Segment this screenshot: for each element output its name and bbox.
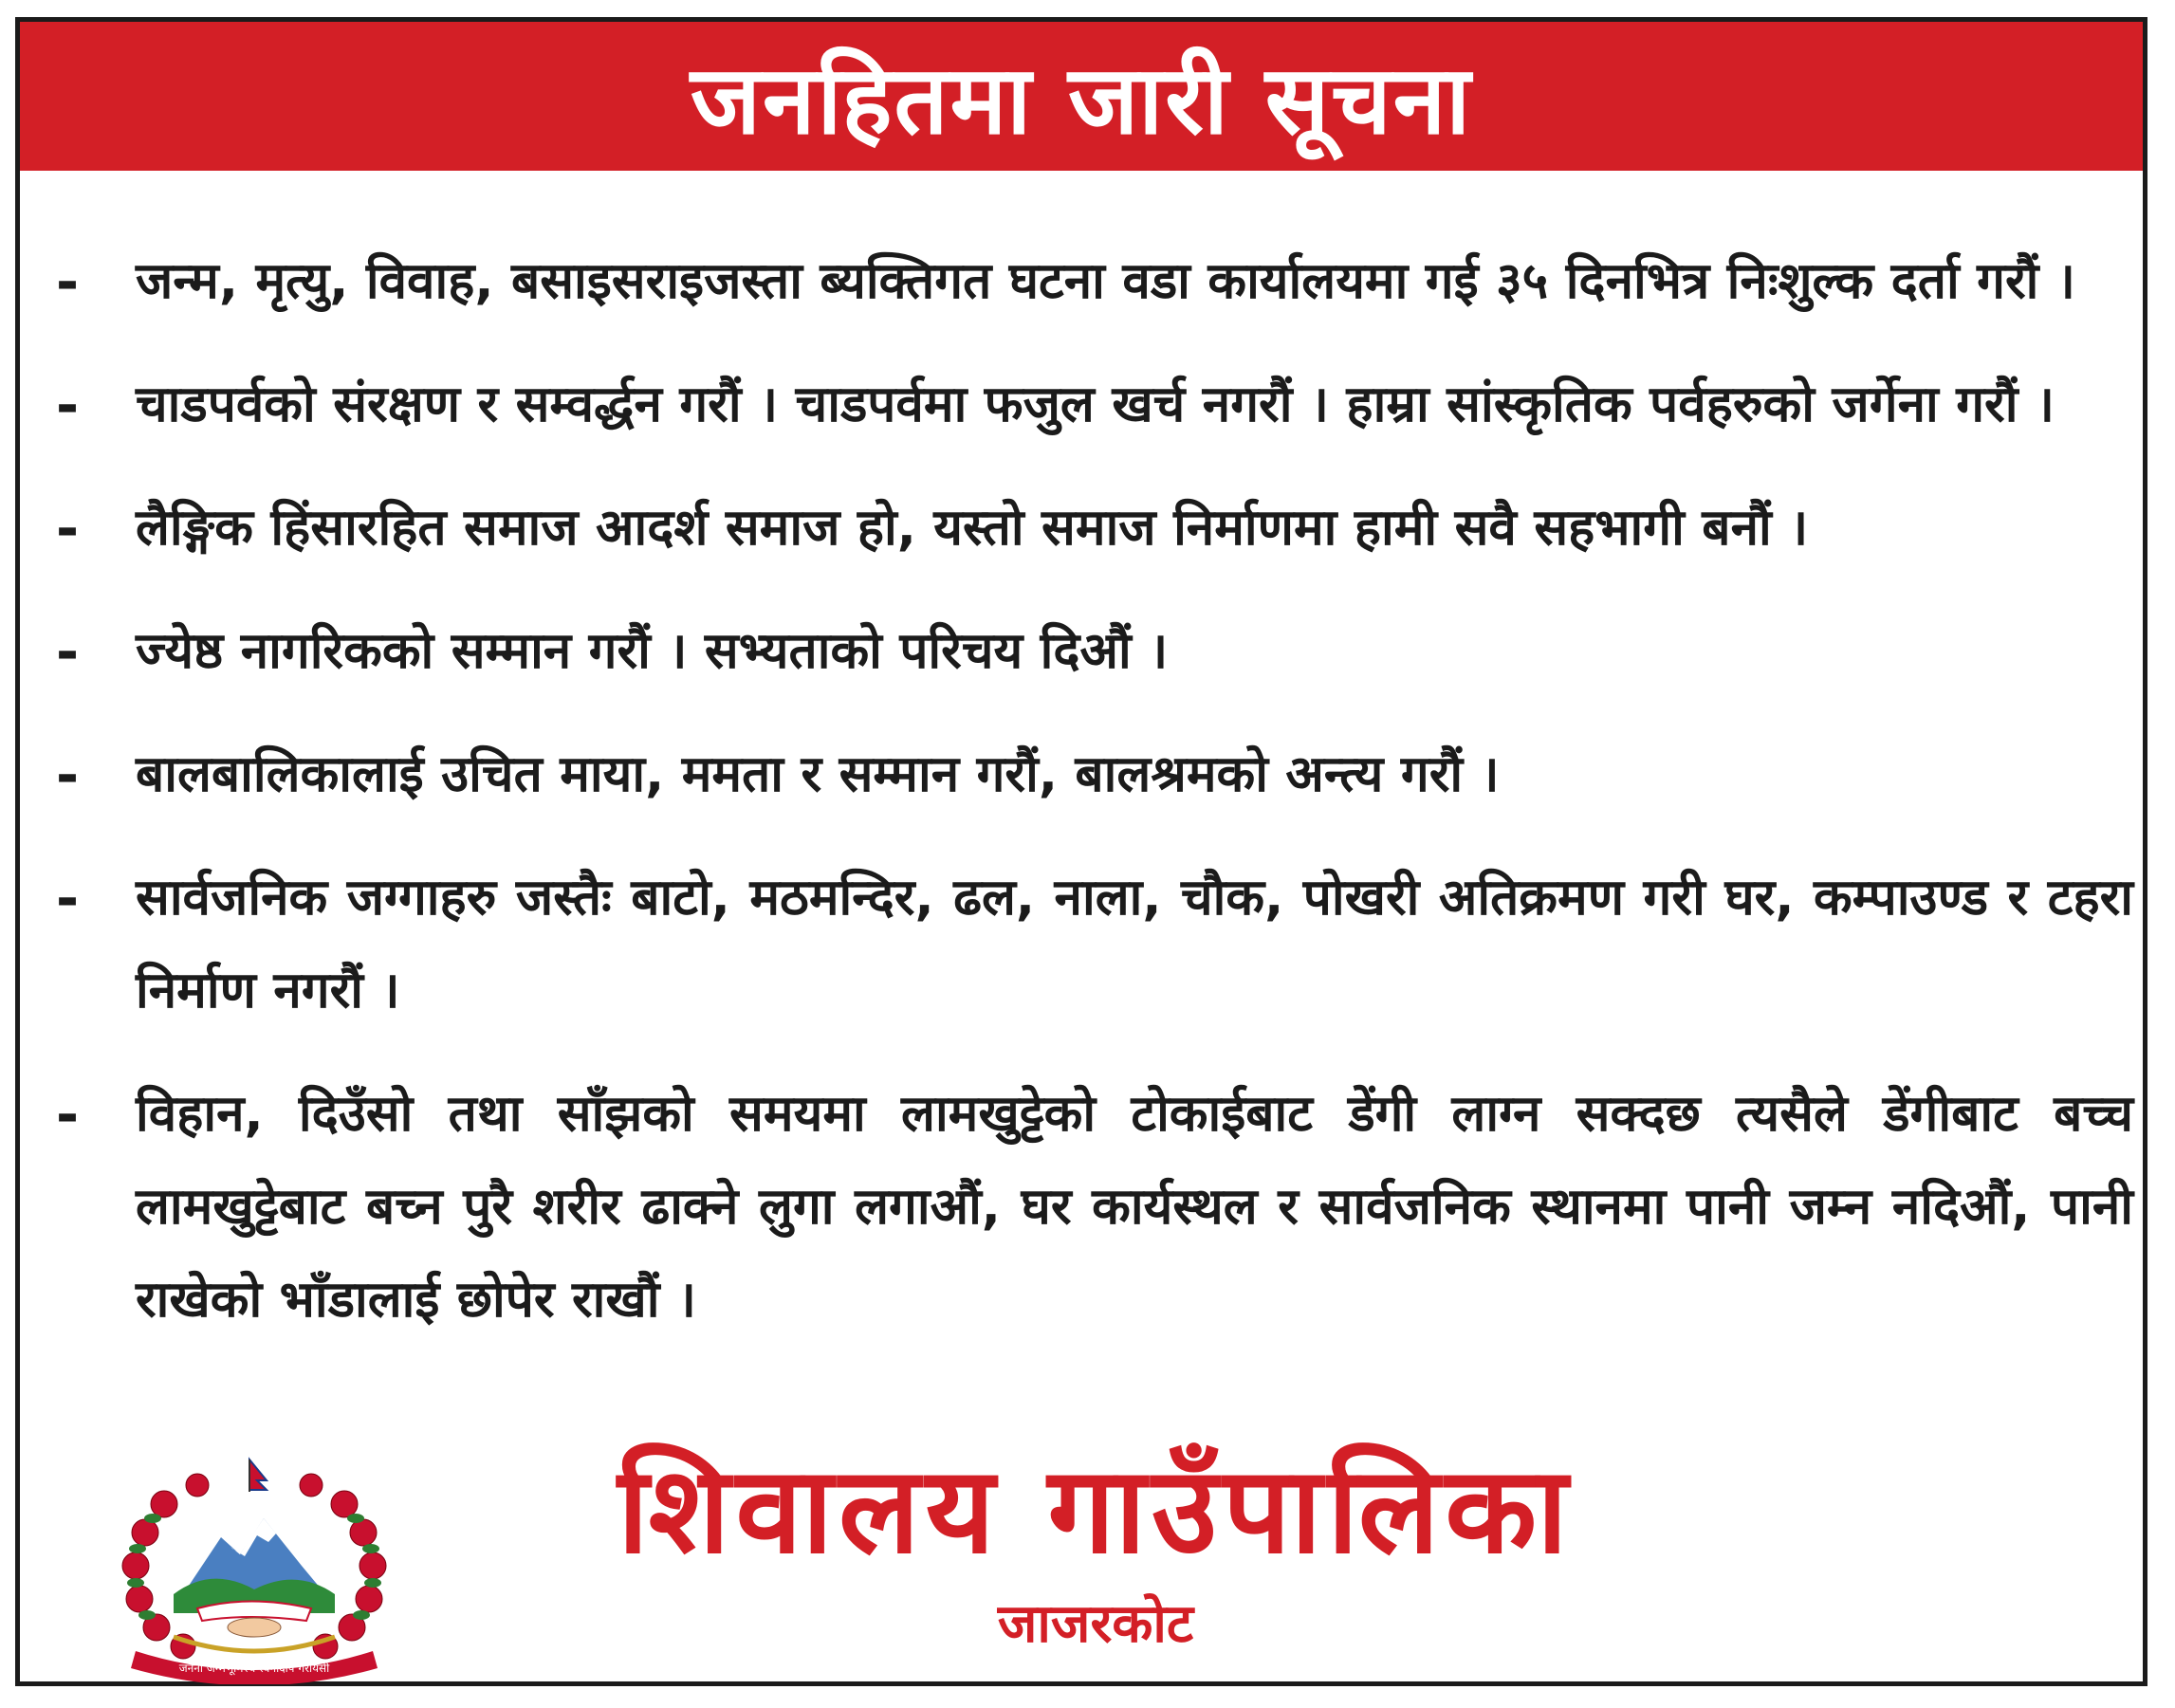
notice-text: ज्येष्ठ नागरिकको सम्मान गरौं । सभ्यताको परिचय दिऔं । <box>136 622 1169 680</box>
bullet-dash: - <box>56 496 80 560</box>
list-item <box>56 482 2133 575</box>
nepal-government-emblem-icon <box>107 1452 401 1684</box>
bullet-dash: - <box>56 619 80 684</box>
header-banner <box>20 22 2143 171</box>
list-item <box>56 1068 2133 1347</box>
organization-name: शिवालय गाउँपालिका <box>617 1441 1574 1580</box>
list-item <box>56 235 2133 328</box>
notice-text: सार्वजनिक जग्गाहरु जस्तैः बाटो, मठमन्दिर, ढल, नाला, चौक, पोखरी अतिक्रमण गरी घर, कम्पाउण्ड र टहरा निर्माण नगरौं । <box>136 869 2133 1019</box>
list-item <box>56 728 2133 821</box>
bullet-dash: - <box>56 1082 80 1147</box>
list-item <box>56 358 2133 451</box>
notice-text: लैङ्गिक हिंसारहित समाज आदर्श समाज हो, यस्तो समाज निर्माणमा हामी सवै सहभागी बनौं । <box>136 499 1809 557</box>
bullet-dash: - <box>56 743 80 807</box>
emblem-motto: जननी जन्मभूमिश्च स्वर्गादपि गरीयसी <box>178 1662 330 1675</box>
district-name: जाजरकोट <box>997 1593 1194 1655</box>
bullet-dash: - <box>56 373 80 437</box>
bullet-dash: - <box>56 249 80 314</box>
notice-text: जन्म, मृत्यु, विवाह, बसाइसराइजस्ता ब्यक्तिगत घटना वडा कार्यालयमा गई ३५ दिनभित्र निःशुल्क दर्ता गरौं । <box>136 252 2075 310</box>
notice-frame <box>15 17 2147 1686</box>
bullet-dash: - <box>56 866 80 930</box>
list-item <box>56 605 2133 698</box>
page-title: जनहितमा जारी सूचना <box>690 44 1473 156</box>
notice-text: विहान, दिउँसो तथा साँझको समयमा लामखुट्टेको टोकाईबाट डेंगी लाग्न सक्दछ त्यसैले डेंगीबाट बच्च लामखुट्टेबाट बच्न पुरै शरीर ढाक्ने लुगा लगाऔं, घर कार्यस्थल र सार्वजनिक स्थानमा पानी जम्न नदिऔं, पानी राखेको भाँडालाई छोपेर राखौं । <box>136 1085 2133 1329</box>
list-item <box>56 852 2133 1038</box>
notice-list <box>56 235 2133 1377</box>
notice-text: बालबालिकालाई उचित माया, ममता र सम्मान गरौं, बालश्रमको अन्त्य गरौं । <box>136 745 1500 803</box>
notice-text: चाडपर्वको संरक्षण र सम्वर्द्धन गरौं । चाडपर्वमा फजुल खर्च नगरौं । हाम्रा सांस्कृतिक पर्वहरुको जर्गेना गरौं । <box>136 376 2055 433</box>
